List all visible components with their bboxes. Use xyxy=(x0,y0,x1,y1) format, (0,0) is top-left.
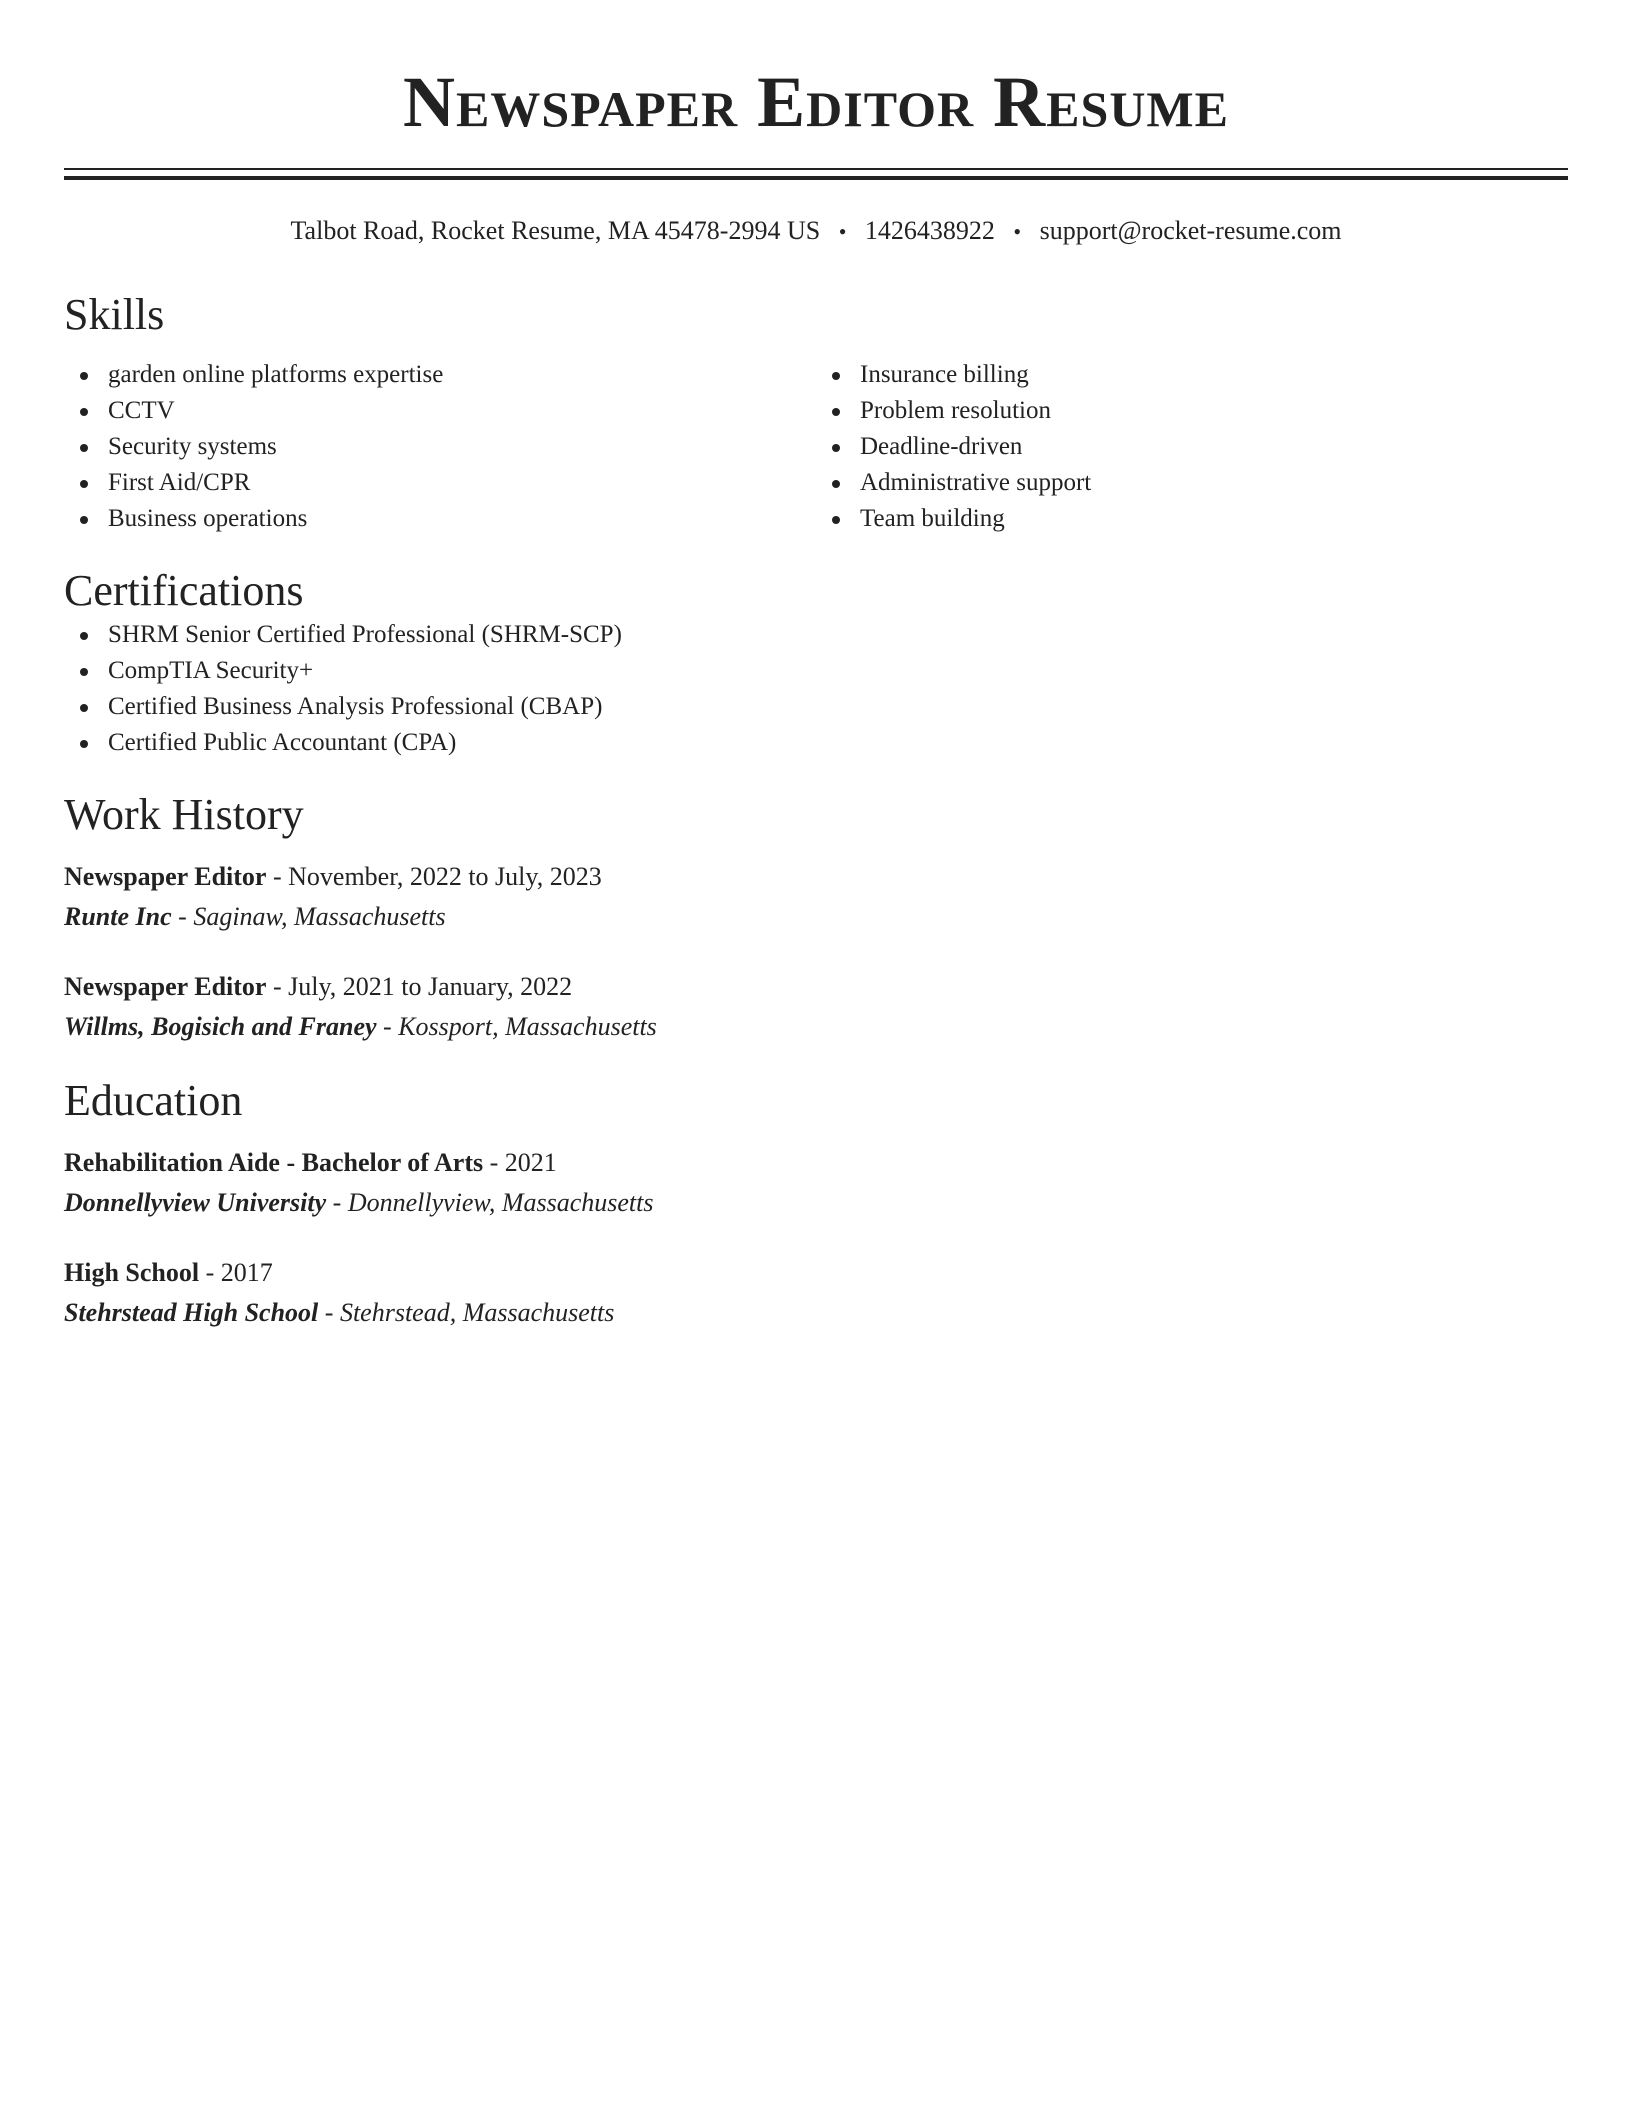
company-name: Runte Inc xyxy=(64,902,172,931)
skill-item: Insurance billing xyxy=(816,357,1568,393)
skill-item: Problem resolution xyxy=(816,393,1568,429)
certification-item: Certified Public Accountant (CPA) xyxy=(64,725,1568,761)
certifications-list xyxy=(64,617,1568,761)
work-entry xyxy=(64,857,1568,937)
title-divider-thick xyxy=(64,176,1568,180)
school-location: Stehrstead, Massachusetts xyxy=(339,1298,615,1327)
skill-item: Deadline-driven xyxy=(816,429,1568,465)
contact-email: support@rocket-resume.com xyxy=(1039,216,1342,245)
skill-item: CCTV xyxy=(64,393,816,429)
graduation-year: 2021 xyxy=(504,1148,557,1177)
work-entry-header xyxy=(64,967,1568,1007)
graduation-year: 2017 xyxy=(220,1258,273,1287)
job-title: Newspaper Editor xyxy=(64,862,267,891)
skill-item: Business operations xyxy=(64,501,816,537)
skills-heading: Skills xyxy=(64,290,165,339)
company-location: Saginaw, Massachusetts xyxy=(193,902,446,931)
work-entry-employer xyxy=(64,1007,1568,1047)
skills-columns xyxy=(64,357,1568,537)
title-divider-thin xyxy=(64,168,1568,170)
dash: - xyxy=(318,1298,340,1327)
skill-item: First Aid/CPR xyxy=(64,465,816,501)
education-entry xyxy=(64,1253,1568,1333)
skills-right-list xyxy=(816,357,1568,537)
education-entry-header xyxy=(64,1143,1568,1183)
degree: High School xyxy=(64,1258,200,1287)
skill-item: Security systems xyxy=(64,429,816,465)
job-dates: July, 2021 to January, 2022 xyxy=(288,972,573,1001)
company-name: Willms, Bogisich and Franey xyxy=(64,1012,377,1041)
dash: - xyxy=(326,1188,348,1217)
education-entry-school xyxy=(64,1293,1568,1333)
education-entry xyxy=(64,1143,1568,1223)
skill-item: Administrative support xyxy=(816,465,1568,501)
work-history-heading: Work History xyxy=(64,790,304,839)
company-location: Kossport, Massachusetts xyxy=(398,1012,657,1041)
skill-item: Team building xyxy=(816,501,1568,537)
contact-line xyxy=(64,214,1568,249)
education-heading: Education xyxy=(64,1076,243,1125)
dash: - xyxy=(171,902,194,931)
dash: - xyxy=(376,1012,399,1041)
dash: - xyxy=(483,1148,505,1177)
school-location: Donnellyview, Massachusetts xyxy=(347,1188,654,1217)
contact-address: Talbot Road, Rocket Resume, MA 45478-2994 US xyxy=(290,216,821,245)
contact-phone: 1426438922 xyxy=(864,216,995,245)
certification-item: CompTIA Security+ xyxy=(64,653,1568,689)
dash: - xyxy=(266,972,289,1001)
contact-separator: • xyxy=(838,219,847,244)
certification-item: Certified Business Analysis Professional (CBAP) xyxy=(64,689,1568,725)
school-name: Donnellyview University xyxy=(64,1188,327,1217)
certification-item: SHRM Senior Certified Professional (SHRM-SCP) xyxy=(64,617,1568,653)
skills-left-list xyxy=(64,357,816,537)
skill-item: garden online platforms expertise xyxy=(64,357,816,393)
work-entry-employer xyxy=(64,897,1568,937)
contact-separator: • xyxy=(1013,219,1022,244)
degree: Rehabilitation Aide - Bachelor of Arts xyxy=(64,1148,484,1177)
resume-title: Newspaper Editor Resume xyxy=(403,62,1229,142)
education-entry-header xyxy=(64,1253,1568,1293)
work-entry xyxy=(64,967,1568,1047)
certifications-heading: Certifications xyxy=(64,566,304,615)
education-entry-school xyxy=(64,1183,1568,1223)
job-dates: November, 2022 to July, 2023 xyxy=(288,862,602,891)
dash: - xyxy=(199,1258,221,1287)
school-name: Stehrstead High School xyxy=(64,1298,319,1327)
dash: - xyxy=(266,862,289,891)
work-entry-header xyxy=(64,857,1568,897)
job-title: Newspaper Editor xyxy=(64,972,267,1001)
